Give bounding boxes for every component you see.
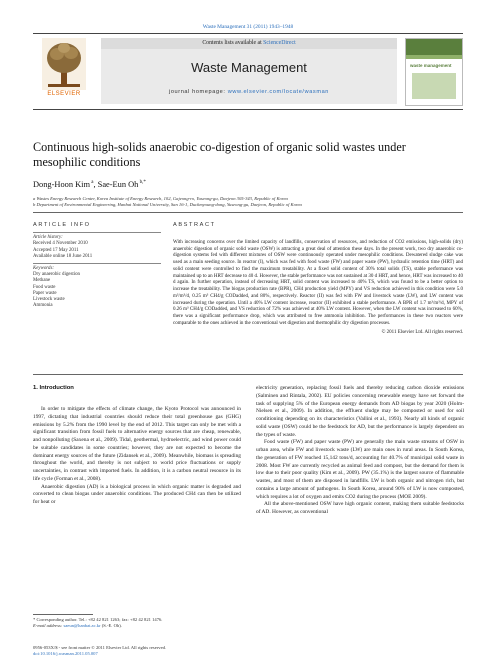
journal-title: Waste Management [191,60,307,75]
article-info-heading: ARTICLE INFO [33,222,91,228]
cover-band-stripe [406,55,462,59]
keywords-label: Keywords: [33,266,55,272]
footnote [33,617,243,629]
elsevier-tree-icon [42,38,86,90]
publisher-name: ELSEVIER [47,91,81,97]
affiliation-a: a Wastes Energy Research Center, Korea Institute of Energy Research, 102, Gajeong-ro, Yuseong-gu, Daejeon 305-343, Republic of Korea [33,196,288,201]
body-paragraph: Anaerobic digestion (AD) is a biological process in which organic matter is degraded and converted to clean biogas under anaerobic conditions. The produced CH4 can then be utilized for heat or [33,483,241,505]
body-column-left [33,406,241,507]
divider-bottom [33,374,463,375]
abstract-copyright: © 2011 Elsevier Ltd. All rights reserved. [381,329,463,335]
history-online: Available online 18 June 2011 [33,253,93,259]
cover-title: waste management [410,63,452,68]
keyword-item: Livestock waste [33,297,65,303]
keyword-item: Dry anaerobic digestion [33,272,80,278]
email-link[interactable]: saeun@hanbat.ac.kr [63,623,101,628]
homepage-link[interactable]: www.elsevier.com/locate/wasman [227,89,330,95]
author-1-affil-mark: a [90,180,94,186]
author-list [33,180,146,189]
footnote-rule [33,614,93,615]
author-2[interactable]: , Sae-Eun Oh [93,180,139,189]
corresponding-author-note: * Corresponding author. Tel.: +82 42 821 1263; fax: +82 42 821 1476. [33,617,163,622]
article-info-rule [33,232,161,233]
journal-banner [101,38,397,104]
email-suffix: (S.-E. Oh). [100,623,122,628]
journal-reference[interactable]: Waste Management 31 (2011) 1943–1948 [202,24,294,30]
divider-top [33,212,463,213]
abstract-text: With increasing concerns over the limited capacity of landfills, conservation of resources, and reduction of CO2 emissions, high-solids (dry) anaerobic digestion of organic solid waste (OSW) is attracting a great deal of attention these days. In the present work, two dry anaerobic co-digestion systems fed with different mixtures of OSW were continuously operated under mesophilic conditions. Dewatered sludge cake was used as a main seeding source. In reactor (I), which was fed with food waste (FW) and paper waste (PW), hydraulic retention time (HRT) and solid content were controlled to find the maximum treatability. At a fixed solid content of 30% total solids (TS), stable performance was maintained up to an HRT decrease to 40 d. However, the stable performance was not sustained at 30 d HRT, and hence, HRT was increased to 40 d again. In further operation, instead of decreasing HRT, solid content was increased to 40% TS, which was found to be a better option to increase the treatability. The biogas production rate (BPR), CH4 production yield (MPY) and VS reduction achieved in this condition were 5.0 m³/m³/d, 0.25 m³ CH4/g CODadded, and 80%, respectively. Reactor (II) was fed with FW and livestock waste (LW), and LW content was increased during the operation. Until a 40% LW content increase, reactor (II) exhibited a stable performance. A BPR of 1.7 m³/m³/d, MPY of 0.26 m³ CH4/g CODadded, and VS reduction of 72% was achieved at 40% LW content. However, when the LW content was increased to 60%, there was a significant performance drop, which was attributed to free ammonia inhibition. The performances in these two reactors were comparable to the ones achieved in the conventional wet digestion and thermophilic dry digestion processes. [173,239,463,326]
doi-link[interactable]: doi:10.1016/j.wasman.2011.05.007 [33,651,98,656]
body-paragraph: electricity generation, replacing fossil fuels and thereby reducing carbon dioxide emissions (Salminen and Rintala, 2002). EU policies concerning renewable energy have set forward the task of supplying 5% of the European energy demands from AD biogas by year 2020 (Holm-Nielsen et al., 2009). In addition, the effluent sludge may be composted or used for soil conditioning depending on its characteristics (Vallini et al., 1993). Nearly all kinds of organic solid waste (OSW) could be the feedstock for AD, but the performance is largely dependent on the types of waste. [256,385,464,438]
abstract-heading: ABSTRACT [173,222,216,228]
keyword-item: Food waste [33,284,56,290]
keyword-item: Paper waste [33,290,57,296]
contents-line [101,38,397,49]
email-prefix: E-mail address: [33,623,64,628]
front-matter-info [33,645,166,657]
email-line [33,623,243,629]
article-title: Continuous high-solids anaerobic co-digestion of organic solid wastes under mesophilic conditions [33,140,406,169]
journal-cover-thumbnail [405,38,463,106]
homepage-prefix: journal homepage: [168,89,228,95]
affiliation-b: b Department of Environmental Engineering, Hanbat National University, San 16-1, Duckmyoung-dong, Yuseong-gu, Daejeon, Republic of Korea [33,202,302,207]
author-1[interactable]: Dong-Hoon Kim [33,180,90,189]
history-label: Article history: [33,235,63,241]
body-paragraph: All the above-mentioned OSW have high organic content, making them suitable feedstocks of AD. However, as conventional [256,501,464,515]
journal-homepage [101,89,397,95]
contents-prefix: Contents lists available at [202,40,264,46]
issn-line: 0956-053X/$ - see front matter © 2011 Elsevier Ltd. All rights reserved. [33,645,167,650]
history-received: Received 4 November 2010 [33,241,88,247]
history-accepted: Accepted 17 May 2011 [33,247,79,253]
article-info [33,222,161,309]
cover-band [406,39,462,55]
body-column-right [256,385,464,517]
cover-image [412,73,456,99]
section-heading-introduction: 1. Introduction [33,385,74,391]
publisher-logo [33,38,95,104]
journal-header [33,33,463,110]
body-paragraph: In order to mitigate the effects of climate change, the Kyoto Protocol was announced in 1997, dictating that industrial countries should reduce their total greenhouse gas (GHG) emissions by 5.2% from the 1990 level by the end of 2012. This target can only be met with a significant transition from fossil fuels to alternative energy sources that are cheap, renewable, and nonpolluting (Saxena et al., 2009). Tidal, geothermal, hydroelectric, and wind power could be suitable candidates in some countries; however, they are not expected to become the dominant energy sources of the future (Zidansek et al., 2009). Meanwhile, biomass is spreading throughout the world, and thereby is not subject to world price fluctuations or supply uncertainties, in contrast with imported fuels. In addition, it is a carbon neutral resource in its life cycle (Forman et al., 2008). [33,406,241,482]
sciencedirect-link[interactable]: ScienceDirect [263,40,296,46]
keywords-rule [33,263,161,264]
keyword-item: Methane [33,278,51,284]
author-2-affil-mark: b,* [138,180,146,186]
body-paragraph: Food waste (FW) and paper waste (PW) are generally the main waste streams of OSW in urban area, while FW and livestock waste (LW) are main ones in rural areas. In South Korea, the generation of FW reached 15,142 tons/d, accounting for 40.7% of municipal solid waste in 2008. Most FW are currently recycled as animal feed and compost, but the demand for them is low due to their poor quality (Kim et al., 2009). PW (35.1%) is the largest source of flammable wastes, and most of them are disposed in landfills. LW is both organic and nitrogen rich, but contains a large amount of pathogens. In South Korea, around 90% of LW is now composted, which requires a lot of oxygen and emits CO2 during the process (MOE 2009). [256,439,464,500]
keyword-item: Ammonia [33,303,53,309]
abstract [173,222,463,336]
